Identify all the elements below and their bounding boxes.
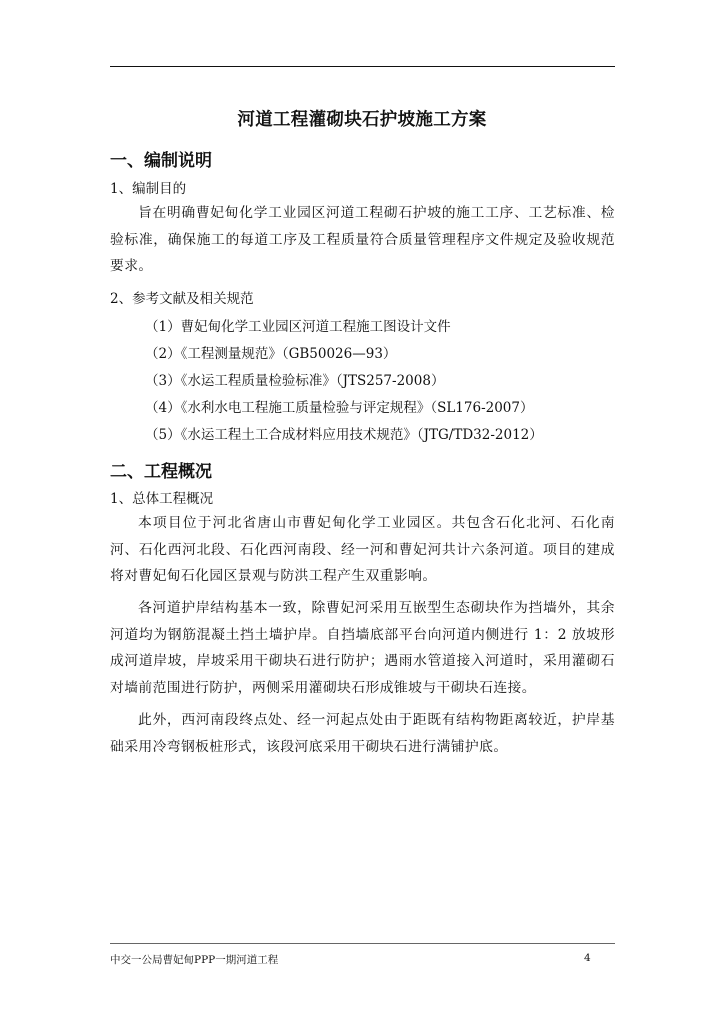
page-number: 4 xyxy=(584,952,591,964)
footer-project-name: 中交一公局曹妃甸PPP一期河道工程 xyxy=(110,954,279,966)
subheading-references: 2、参考文献及相关规范 xyxy=(110,291,254,307)
subheading-overall: 1、总体工程概况 xyxy=(110,491,214,507)
paragraph-location: 本项目位于河北省唐山市曹妃甸化学工业园区。共包含石化北河、石化南河、石化西河北段、石化西河南段、经一河和曹妃河共计六条河道。项目的建成将对曹妃甸石化园区景观与防洪工程产生双重影响。 xyxy=(110,515,615,584)
header-rule xyxy=(110,66,615,67)
paragraph-exception: 此外，西河南段终点处、经一河起点处由于距既有结构物距离较近，护岸基础采用冷弯钢板桩形式，该段河底采用干砌块石进行满铺护底。 xyxy=(110,712,615,755)
document-title: 河道工程灌砌块石护坡施工方案 xyxy=(237,110,487,130)
reference-item: （3）《水运工程质量检验标准》（JTS257-2008） xyxy=(145,373,445,389)
reference-item: （1）曹妃甸化学工业园区河道工程施工图设计文件 xyxy=(145,319,451,335)
section-heading-overview: 二、工程概况 xyxy=(110,462,212,482)
footer-rule xyxy=(110,943,615,944)
section-heading-compilation: 一、编制说明 xyxy=(110,151,212,171)
reference-item: （5）《水运工程土工合成材料应用技术规范》（JTG/TD32-2012） xyxy=(145,427,543,443)
paragraph-structure: 各河道护岸结构基本一致，除曹妃河采用互嵌型生态砌块作为挡墙外，其余河道均为钢筋混凝土挡土墙护岸。自挡墙底部平台向河道内侧进行 1：2 放坡形成河道岸坡，岸坡采用干砌块石进行防护；遇雨水管道接入河道时，采用灌砌石对墙前范围进行防护，两侧采用灌砌块石形成锥坡与干砌块石连接。 xyxy=(110,600,615,696)
reference-item: （2）《工程测量规范》（GB50026—93） xyxy=(145,346,397,362)
reference-item: （4）《水利水电工程施工质量检验与评定规程》（SL176-2007） xyxy=(145,400,534,416)
subheading-purpose: 1、编制目的 xyxy=(110,181,187,197)
paragraph-purpose: 旨在明确曹妃甸化学工业园区河道工程砌石护坡的施工工序、工艺标准、检验标准，确保施工的每道工序及工程质量符合质量管理程序文件规定及验收规范要求。 xyxy=(110,205,615,274)
